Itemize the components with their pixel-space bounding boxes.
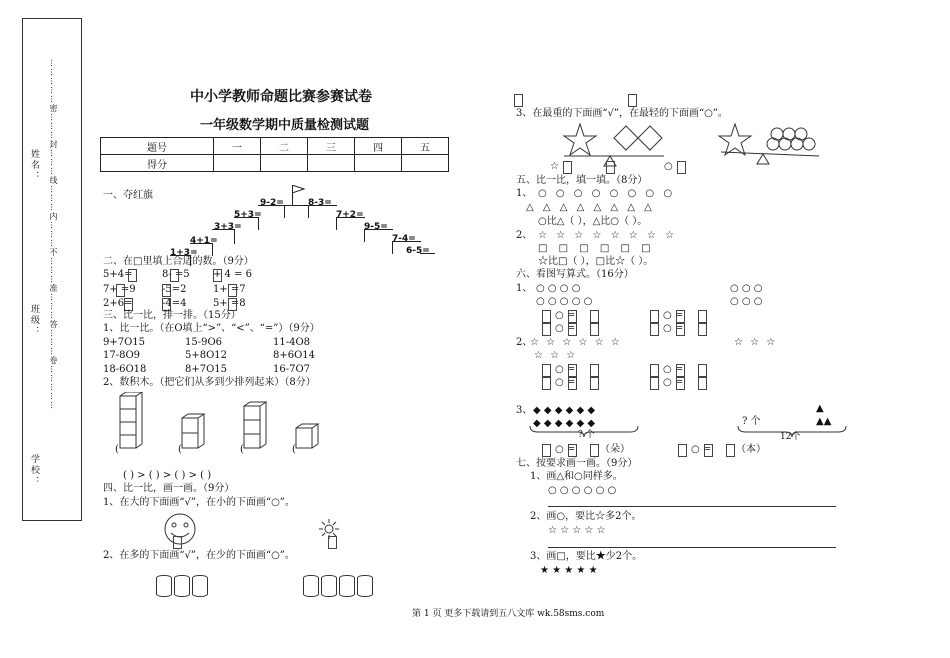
section-7-title: 七、按要求画一画。（9分） (516, 458, 638, 469)
answer-box[interactable] (162, 284, 171, 297)
paren: ( (292, 444, 296, 455)
flag-icon (292, 185, 306, 195)
score-cell[interactable] (261, 155, 308, 172)
answer-box[interactable] (590, 364, 599, 377)
fill-eq: 5+ =8 (213, 298, 246, 309)
question-num: 2、 (516, 230, 533, 241)
step-label: 5+3= (234, 210, 262, 220)
answer-box[interactable] (698, 323, 707, 336)
paren: ( (240, 444, 244, 455)
score-cell[interactable] (355, 155, 402, 172)
question-label: ? 个 (742, 416, 761, 427)
equation-template: ○ = (555, 444, 576, 455)
star-row: ☆ ☆ ☆ ☆ ☆ ☆ ☆ ☆ (538, 230, 677, 241)
star-group: ☆ ☆ ☆ (734, 337, 778, 348)
compare-item: 16-7O7 (273, 364, 311, 375)
answer-box[interactable] (676, 364, 685, 377)
answer-box[interactable] (128, 269, 137, 282)
binding-margin (22, 18, 82, 521)
answer-box[interactable] (650, 323, 659, 336)
star-group: ☆ ☆ ☆ (534, 350, 578, 361)
answer-box[interactable] (116, 284, 125, 297)
step-label: 9-5= (364, 222, 388, 232)
diamond-row: ◆ ◆ ◆ ◆ ◆ ◆ (533, 405, 596, 416)
answer-box[interactable] (590, 444, 599, 457)
compare-item: 17-8O9 (103, 350, 141, 361)
equation-template: ○ = (555, 377, 576, 388)
circle-group: ○ ○ ○ (730, 296, 763, 307)
answer-box[interactable] (542, 444, 551, 457)
question-text: 2、在多的下面画“√”，在少的下面画“○”。 (103, 550, 295, 561)
equation-template: ○ = (663, 364, 684, 375)
answer-box[interactable] (568, 377, 577, 390)
equation-template: ○ = (555, 310, 576, 321)
star-row: ★ ★ ★ ★ ★ (540, 565, 598, 576)
question-text: 2、数积木。（把它们从多到少排列起来）（8分） (103, 377, 316, 388)
answer-box[interactable] (698, 364, 707, 377)
answer-box[interactable] (563, 161, 572, 174)
score-cell[interactable] (214, 155, 261, 172)
draw-line[interactable] (548, 506, 836, 507)
question-num: 1、 (516, 283, 533, 294)
step-label: 3+3= (214, 222, 242, 232)
total-label: 12个 (780, 432, 801, 442)
answer-box[interactable] (676, 377, 685, 390)
answer-box[interactable] (542, 310, 551, 323)
fill-eq: 1+ =7 (213, 284, 246, 295)
answer-box[interactable] (698, 377, 707, 390)
answer-box[interactable] (704, 444, 713, 457)
cube-stacks (110, 392, 340, 454)
triangle-glyph: ▲ (816, 403, 824, 414)
step-label: 6-5= (406, 246, 430, 256)
score-cell[interactable] (402, 155, 449, 172)
fill-eq: 2+6= (103, 298, 133, 309)
unit-label: （本） (736, 444, 766, 455)
square-row: □ □ □ □ □ □ (538, 243, 655, 254)
answer-box[interactable] (650, 377, 659, 390)
answer-box[interactable] (328, 536, 337, 549)
answer-box[interactable] (568, 364, 577, 377)
step-label: 8-3= (308, 198, 332, 208)
order-answer[interactable]: ( ) > ( ) > ( ) > ( ) (123, 470, 212, 481)
flag-staircase (170, 185, 435, 265)
circle-row: ○ ○ ○ ○ ○ ○ (548, 485, 617, 496)
section-4-title: 四、比一比，画一画。（9分） (103, 483, 235, 494)
school-label: 学校： (29, 454, 39, 487)
circle-group: ○ ○ ○ (730, 283, 763, 294)
section-2-title: 二、在□里填上合适的数。（9分） (103, 256, 254, 267)
score-table (100, 137, 449, 172)
answer-box[interactable] (590, 323, 599, 336)
answer-box[interactable] (606, 161, 615, 174)
equation-template: ○ = (555, 323, 576, 334)
compare-item: 5+8O12 (185, 350, 228, 361)
answer-box[interactable] (568, 310, 577, 323)
compare-item: 18-6O18 (103, 364, 147, 375)
answer-box[interactable] (228, 284, 237, 297)
equation-template: ○ = (663, 377, 684, 388)
page-footer: 第 1 页 更多下载请到五八文库 wk.58sms.com (412, 609, 605, 619)
answer-box[interactable] (676, 310, 685, 323)
unit-label: （朵） (600, 444, 630, 455)
answer-box[interactable] (568, 444, 577, 457)
score-header: 四 (355, 138, 402, 155)
seal-line-text: ……………密………封………线………内………不………准………答………卷…………… (49, 59, 58, 410)
fill-eq: -5=2 (162, 284, 187, 295)
compare-item: 15-9O6 (185, 337, 223, 348)
answer-box[interactable] (514, 94, 523, 107)
section-1-title: 一、夺红旗 (103, 190, 153, 201)
step-label: 7+2= (336, 210, 364, 220)
score-header: 题号 (101, 138, 214, 155)
answer-box[interactable] (542, 323, 551, 336)
score-header: 三 (308, 138, 355, 155)
fill-text[interactable]: ☆比□（ ），□比☆（ ）。 (538, 256, 654, 267)
answer-box[interactable] (650, 364, 659, 377)
question-text: 2、画○，要比☆多2个。 (530, 511, 642, 522)
equation-template: ○ = (555, 364, 576, 375)
question-text: 3、画□，要比★少2个。 (530, 551, 643, 562)
fill-eq: -4=4 (162, 298, 187, 309)
question-text: 1、在大的下面画“√”，在小的下面画“○”。 (103, 497, 295, 508)
question-text: 1、比一比。（在O填上“>”、“<”、“=”）（9分） (103, 323, 320, 334)
page-title: 中小学教师命题比赛参赛试卷 (190, 89, 372, 105)
answer-box[interactable] (170, 269, 179, 282)
paren: ( (178, 444, 182, 455)
circle-glyph: ○ (664, 161, 673, 172)
circle-group: ○ ○ ○ ○ (536, 283, 581, 294)
answer-box[interactable] (542, 364, 551, 377)
compare-item: 8+7O15 (185, 364, 228, 375)
answer-box[interactable] (650, 310, 659, 323)
page-subtitle: 一年级数学期中质量检测试题 (200, 118, 370, 133)
fill-eq: 8- =5 (162, 269, 190, 280)
fill-text[interactable]: ○比△（ ），△比○（ ）。 (538, 216, 648, 227)
score-header: 二 (261, 138, 308, 155)
compare-item: 9+7O15 (103, 337, 146, 348)
answer-box[interactable] (726, 444, 735, 457)
circle-row: ○ ○ ○ ○ ○ ○ ○ ○ (538, 188, 676, 199)
answer-box[interactable] (678, 444, 687, 457)
step-label: 9-2= (260, 198, 284, 208)
answer-box[interactable] (542, 377, 551, 390)
answer-box[interactable] (590, 310, 599, 323)
fill-eq: 7+ =9 (103, 284, 136, 295)
question-text: 1、画△和○同样多。 (530, 471, 623, 482)
total-label: ? 个 (578, 430, 595, 440)
fill-eq: + 4 = 6 (213, 269, 253, 280)
step-label: 7-4= (392, 234, 416, 244)
section-6-title: 六、看图写算式。（16分） (516, 269, 634, 280)
score-row-label: 得分 (101, 155, 214, 172)
paren: ( (115, 444, 119, 455)
score-header: 一 (214, 138, 261, 155)
star-row: ☆ ☆ ☆ ☆ ☆ (548, 525, 606, 536)
answer-box[interactable] (213, 269, 222, 282)
step-label: 4+1= (190, 236, 218, 246)
score-cell[interactable] (308, 155, 355, 172)
equation-template: ○ = (663, 323, 684, 334)
answer-box[interactable] (698, 310, 707, 323)
star-group: ☆ ☆ ☆ ☆ ☆ ☆ (530, 337, 622, 348)
answer-box[interactable] (173, 536, 182, 549)
score-header: 五 (402, 138, 449, 155)
answer-box[interactable] (590, 377, 599, 390)
name-label: 姓名： (29, 149, 39, 182)
triangle-row: △ △ △ △ △ △ △ △ (526, 202, 655, 213)
answer-box[interactable] (677, 161, 686, 174)
equation-template: ○ = (691, 444, 712, 455)
draw-line[interactable] (548, 547, 836, 548)
section-3-title: 三、比一比，排一排。（15分） (103, 310, 241, 321)
section-5-title: 五、比一比，填一填。（8分） (516, 175, 648, 186)
question-num: 3、 (516, 405, 533, 416)
star-glyph: ☆ (550, 161, 559, 172)
compare-item: 8+6O14 (273, 350, 316, 361)
question-num: 1、 (516, 188, 533, 199)
answer-box[interactable] (676, 323, 685, 336)
answer-box[interactable] (568, 323, 577, 336)
question-text: 3、在最重的下面画“√”，在最轻的下面画“○”。 (516, 108, 728, 119)
fill-eq: 5+4= (103, 269, 133, 280)
equation-template: ○ = (663, 310, 684, 321)
question-num: 2、 (516, 337, 533, 348)
balance-scale-right (715, 122, 825, 168)
balance-scale-left (560, 122, 670, 168)
circle-group: ○ ○ ○ ○ ○ (536, 296, 593, 307)
compare-item: 11-4O8 (273, 337, 311, 348)
step-label: 1+3= (170, 248, 198, 258)
triangle-glyph: ▲▲ (816, 416, 832, 427)
diamond-row: ◆ ◆ ◆ ◆ ◆ ◆ (533, 418, 596, 429)
answer-box[interactable] (628, 94, 637, 107)
class-label: 班级： (29, 304, 39, 337)
